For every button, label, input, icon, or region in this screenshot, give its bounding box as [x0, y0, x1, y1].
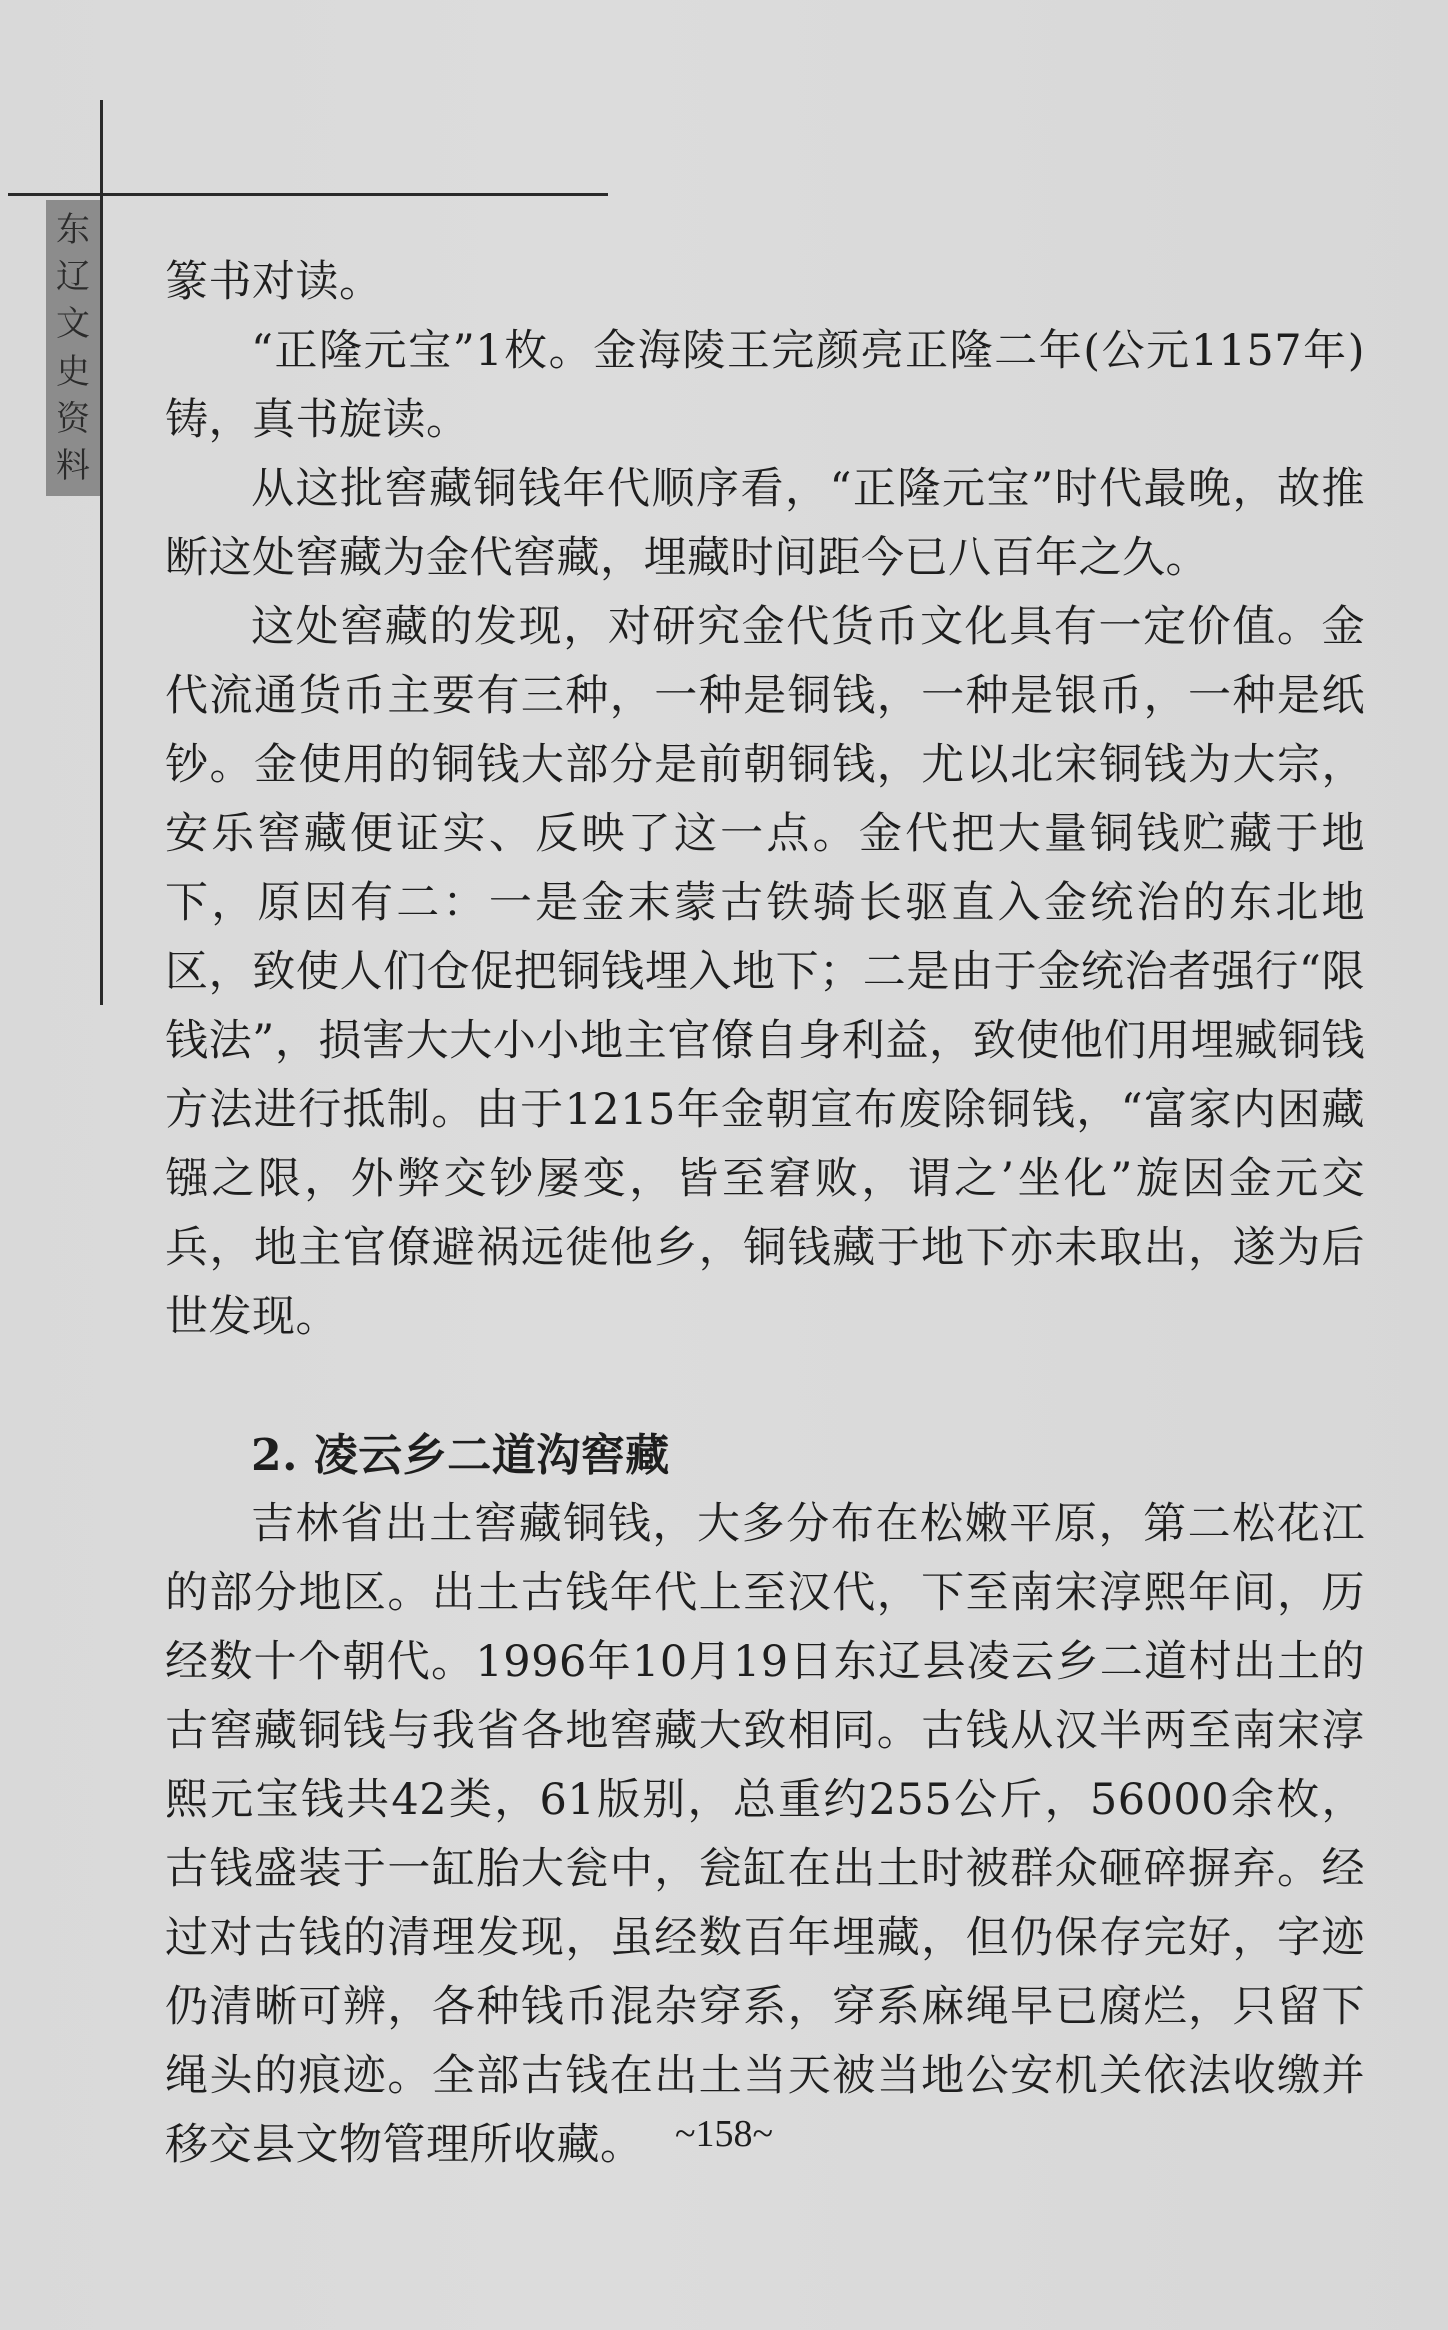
- series-title-char: 料: [56, 446, 90, 487]
- series-title-char: 东: [56, 209, 90, 250]
- page-number: ~158~: [674, 2113, 774, 2155]
- paragraph: 吉林省出土窖藏铜钱，大多分布在松嫩平原，第二松花江的部分地区。出土古钱年代上至汉代，下至南宋淳熙年间，历经数十个朝代。1996年10月19日东辽县凌云乡二道村出土的古窖藏铜钱与我省各地窖藏大致相同。古钱从汉半两至南宋淳熙元宝钱共42类，61版别，总重约255公斤，56000余枚，古钱盛装于一缸胎大瓮中，瓮缸在出土时被群众砸碎摒弃。经过对古钱的清理发现，虽经数百年埋藏，但仍保存完好，字迹仍清晰可辨，各种钱币混杂穿系，穿系麻绳早已腐烂，只留下绳头的痕迹。全部古钱在出土当天被当地公安机关依法收缴并移交县文物管理所收藏。: [165, 1499, 1365, 2170]
- section-heading: 2. 凌云乡二道沟窖藏: [251, 1430, 670, 1481]
- series-title-char: 资: [56, 398, 90, 439]
- paragraph: 从这批窖藏铜钱年代顺序看，“正隆元宝”时代最晚，故推断这处窖藏为金代窖藏，埋藏时间距今已八百年之久。: [165, 464, 1365, 583]
- section-gap: [165, 1352, 1365, 1421]
- margin-vertical-rule: [100, 100, 103, 1005]
- body-text: [165, 248, 1365, 2180]
- series-title-char: 史: [56, 351, 90, 392]
- header-horizontal-rule: [8, 193, 608, 196]
- series-title-tab: [46, 200, 100, 496]
- series-title-char: 辽: [56, 256, 90, 297]
- series-title-char: 文: [56, 304, 90, 345]
- paragraph: 这处窖藏的发现，对研究金代货币文化具有一定价值。金代流通货币主要有三种，一种是铜钱，一种是银币，一种是纸钞。金使用的铜钱大部分是前朝铜钱，尤以北宋铜钱为大宗，安乐窖藏便证实、反映了这一点。金代把大量铜钱贮藏于地下，原因有二：一是金末蒙古铁骑长驱直入金统治的东北地区，致使人们仓促把铜钱埋入地下；二是由于金统治者强行“限钱法”，损害大大小小地主官僚自身利益，致使他们用埋臧铜钱方法进行抵制。由于1215年金朝宣布废除铜钱，“富家内困藏镪之限，外弊交钞屡变，皆至窘败，谓之’坐化”旋因金元交兵，地主官僚避祸远徙他乡，铜钱藏于地下亦未取出，遂为后世发现。: [165, 602, 1365, 1342]
- paragraph: 篆书对读。: [165, 257, 383, 307]
- paragraph: “正隆元宝”1枚。金海陵王完颜亮正隆二年(公元1157年)铸，真书旋读。: [165, 326, 1365, 445]
